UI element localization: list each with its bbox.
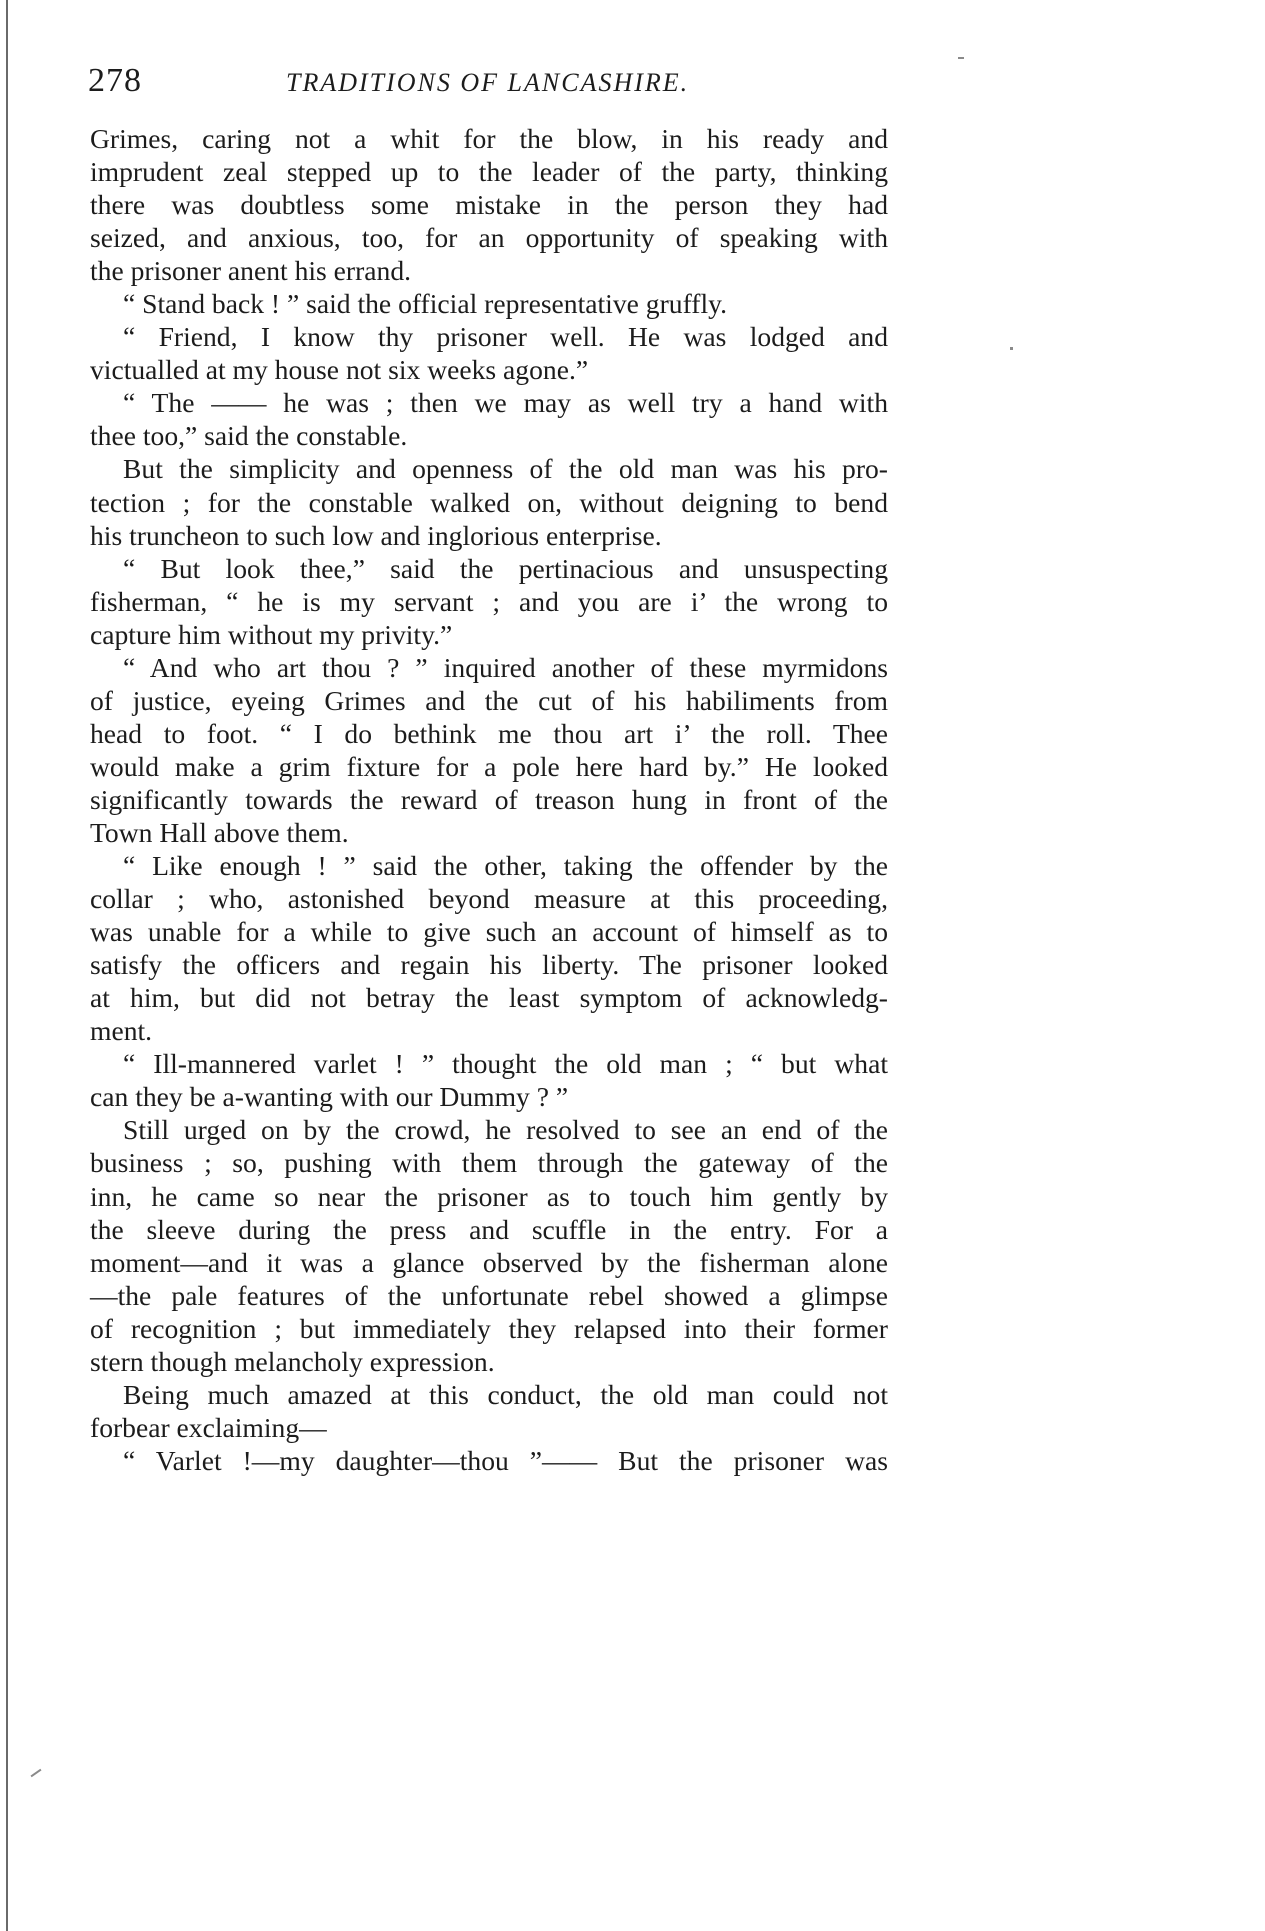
text-line: “ And who art thou ? ” inquired another of these myrmidons bbox=[123, 651, 888, 683]
running-title: TRADITIONS OF LANCASHIRE. bbox=[286, 68, 690, 97]
text-line: inn, he came so near the prisoner as to touch him gently by bbox=[90, 1180, 888, 1212]
text-line: ment. bbox=[90, 1015, 153, 1047]
text-line: at him, but did not betray the least symptom of acknowledg- bbox=[90, 982, 888, 1014]
text-line: collar ; who, astonished beyond measure at this proceeding, bbox=[90, 883, 888, 915]
scan-speck bbox=[1010, 347, 1013, 350]
text-line: Town Hall above them. bbox=[90, 816, 349, 848]
text-line: the sleeve during the press and scuffle in the entry. For a bbox=[90, 1213, 888, 1245]
text-line: Grimes, caring not a whit for the blow, in his ready and bbox=[90, 123, 888, 154]
text-line: seized, and anxious, too, for an opportunity of speaking with bbox=[90, 222, 888, 254]
text-line: there was doubtless some mistake in the person they had bbox=[90, 189, 888, 221]
text-line: would make a grim fixture for a pole here hard by.” He looked bbox=[90, 750, 888, 782]
page-spine-edge bbox=[6, 0, 8, 1931]
text-line: fisherman, “ he is my servant ; and you are i’ the wrong to bbox=[90, 585, 888, 617]
page-number: 278 bbox=[88, 62, 142, 99]
text-line: was unable for a while to give such an account of himself as to bbox=[90, 916, 888, 948]
text-line: Being much amazed at this conduct, the old man could not bbox=[123, 1378, 888, 1410]
text-line: thee too,” said the constable. bbox=[90, 420, 408, 452]
text-line: “ Friend, I know thy prisoner well. He was lodged and bbox=[123, 321, 888, 353]
text-line: of recognition ; but immediately they relapsed into their former bbox=[90, 1312, 888, 1344]
text-line: victualled at my house not six weeks agone.” bbox=[90, 354, 589, 386]
text-line: “ Like enough ! ” said the other, taking the offender by the bbox=[123, 850, 888, 882]
text-line: —the pale features of the unfortunate rebel showed a glimpse bbox=[90, 1279, 888, 1311]
scan-speck bbox=[958, 57, 964, 59]
text-line: “ Ill-mannered varlet ! ” thought the old man ; “ but what bbox=[123, 1048, 888, 1080]
text-line: imprudent zeal stepped up to the leader of the party, thinking bbox=[90, 156, 888, 188]
text-line: Still urged on by the crowd, he resolved to see an end of the bbox=[123, 1114, 888, 1146]
text-line: “ Varlet !—my daughter—thou ”—— But the prisoner was bbox=[123, 1444, 888, 1476]
text-line: “ But look thee,” said the pertinacious and unsuspecting bbox=[123, 552, 888, 584]
page-header bbox=[88, 62, 890, 102]
body-text bbox=[90, 122, 888, 1477]
text-line: head to foot. “ I do bethink me thou art i’ the roll. Thee bbox=[90, 717, 888, 749]
text-line: tection ; for the constable walked on, without deigning to bend bbox=[90, 486, 888, 518]
text-line: moment—and it was a glance observed by the fisherman alone bbox=[90, 1246, 888, 1278]
text-line: satisfy the officers and regain his liberty. The prisoner looked bbox=[90, 949, 888, 981]
text-line: But the simplicity and openness of the old man was his pro- bbox=[123, 453, 888, 485]
text-line: significantly towards the reward of treason hung in front of the bbox=[90, 783, 888, 815]
text-line: forbear exclaiming— bbox=[90, 1411, 327, 1443]
text-line: capture him without my privity.” bbox=[90, 618, 453, 650]
scan-speck bbox=[31, 1769, 42, 1778]
text-line: stern though melancholy expression. bbox=[90, 1345, 495, 1377]
text-line: his truncheon to such low and inglorious enterprise. bbox=[90, 519, 662, 551]
text-line: of justice, eyeing Grimes and the cut of his habiliments from bbox=[90, 684, 888, 716]
text-line: can they be a-wanting with our Dummy ? ” bbox=[90, 1081, 569, 1113]
text-line: “ The —— he was ; then we may as well try a hand with bbox=[123, 387, 888, 419]
text-line: “ Stand back ! ” said the official representative gruffly. bbox=[123, 288, 728, 320]
text-line: the prisoner anent his errand. bbox=[90, 255, 412, 287]
text-line: business ; so, pushing with them through the gateway of the bbox=[90, 1147, 888, 1179]
